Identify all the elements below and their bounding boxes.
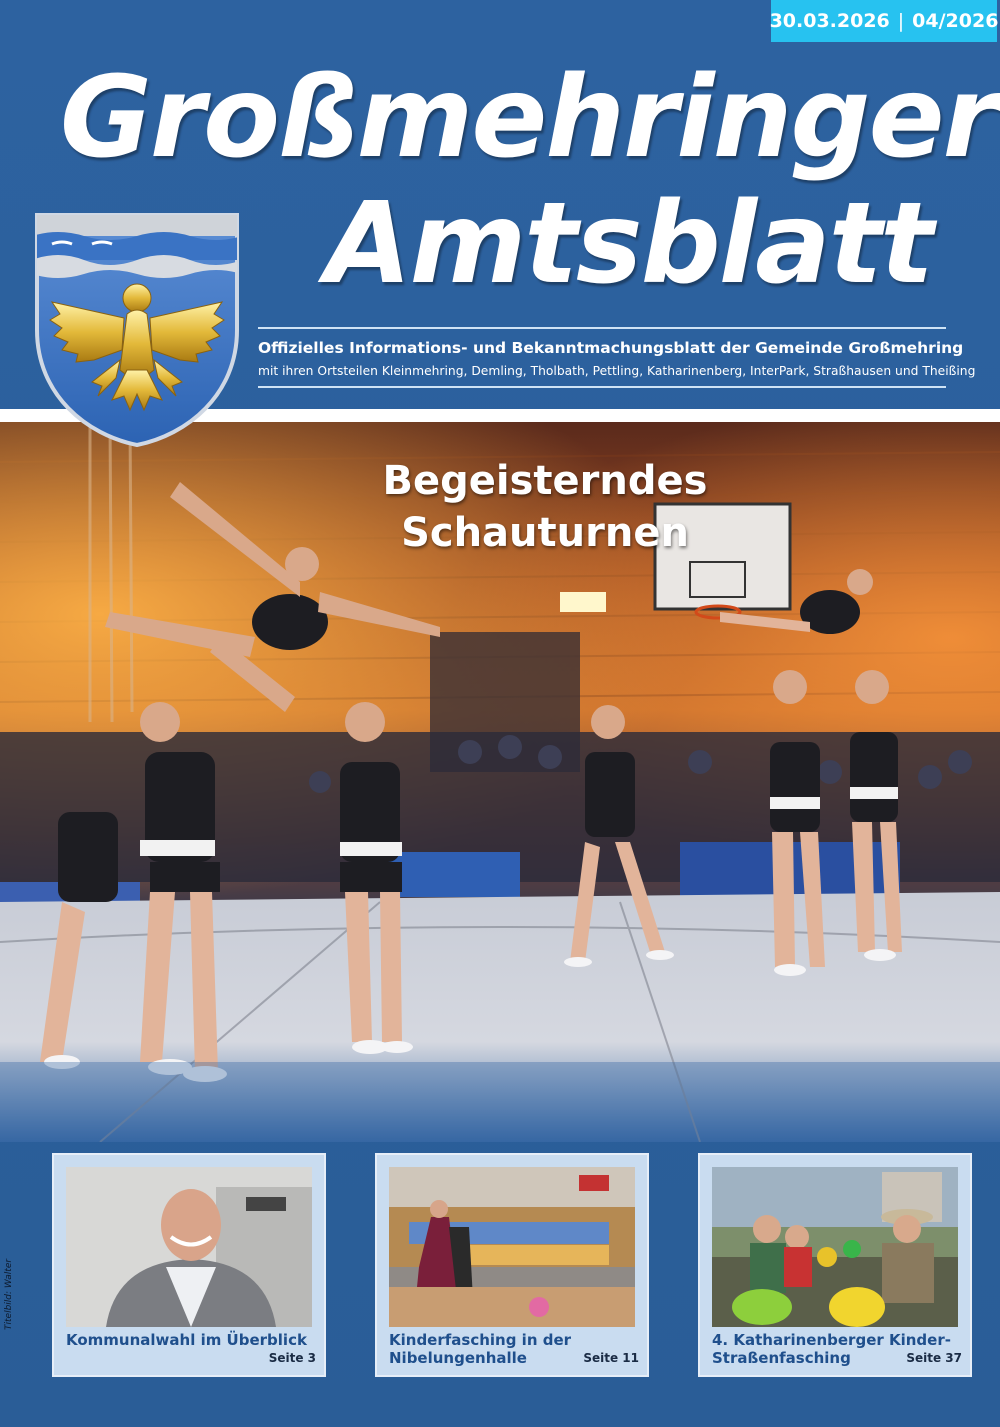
teaser-page-number: Seite 37 [906, 1351, 962, 1365]
masthead-subtitle: Offizielles Informations- und Bekanntmachungsblatt der Gemeinde Großmehring [258, 339, 964, 357]
teaser-page-number: Seite 3 [268, 1351, 316, 1365]
issue-date: 30.03.2026 [769, 10, 890, 32]
photo-credit: Titelbild: Walter [4, 1258, 14, 1330]
masthead-subtitle-small: mit ihren Ortsteilen Kleinmehring, Demling, Tholbath, Pettling, Katharinenberg, InterPark, Straßhausen und Theißing [258, 364, 976, 378]
badge-separator: | [897, 10, 905, 32]
cover-headline-line1: Begeisterndes [382, 458, 708, 504]
teaser-photo-carnival-hall [389, 1167, 635, 1327]
teaser-caption: Kinderfasching in der Nibelungenhalle [389, 1331, 572, 1367]
teaser-caption: Kommunalwahl im Überblick [66, 1331, 307, 1349]
masthead-bottom-rule [258, 386, 946, 388]
teaser-photo-portrait [66, 1167, 312, 1327]
teaser-card[interactable] [52, 1153, 326, 1377]
teaser-page-number: Seite 11 [583, 1351, 639, 1365]
masthead-title-line2: Amtsblatt [325, 179, 932, 309]
coat-of-arms-icon [32, 210, 242, 450]
issue-number: 04/2026 [912, 10, 999, 32]
teaser-card[interactable] [375, 1153, 649, 1377]
teaser-caption: 4. Katharinenberger Kinder-Straßenfasching [712, 1331, 951, 1367]
cover-headline-line2: Schauturnen [401, 510, 689, 556]
masthead-top-rule [258, 327, 946, 329]
cover-headline [366, 455, 724, 559]
teaser-card[interactable] [698, 1153, 972, 1377]
masthead-title-line1: Großmehringer [60, 53, 996, 183]
issue-date-badge [771, 0, 997, 42]
teaser-photo-street-carnival [712, 1167, 958, 1327]
